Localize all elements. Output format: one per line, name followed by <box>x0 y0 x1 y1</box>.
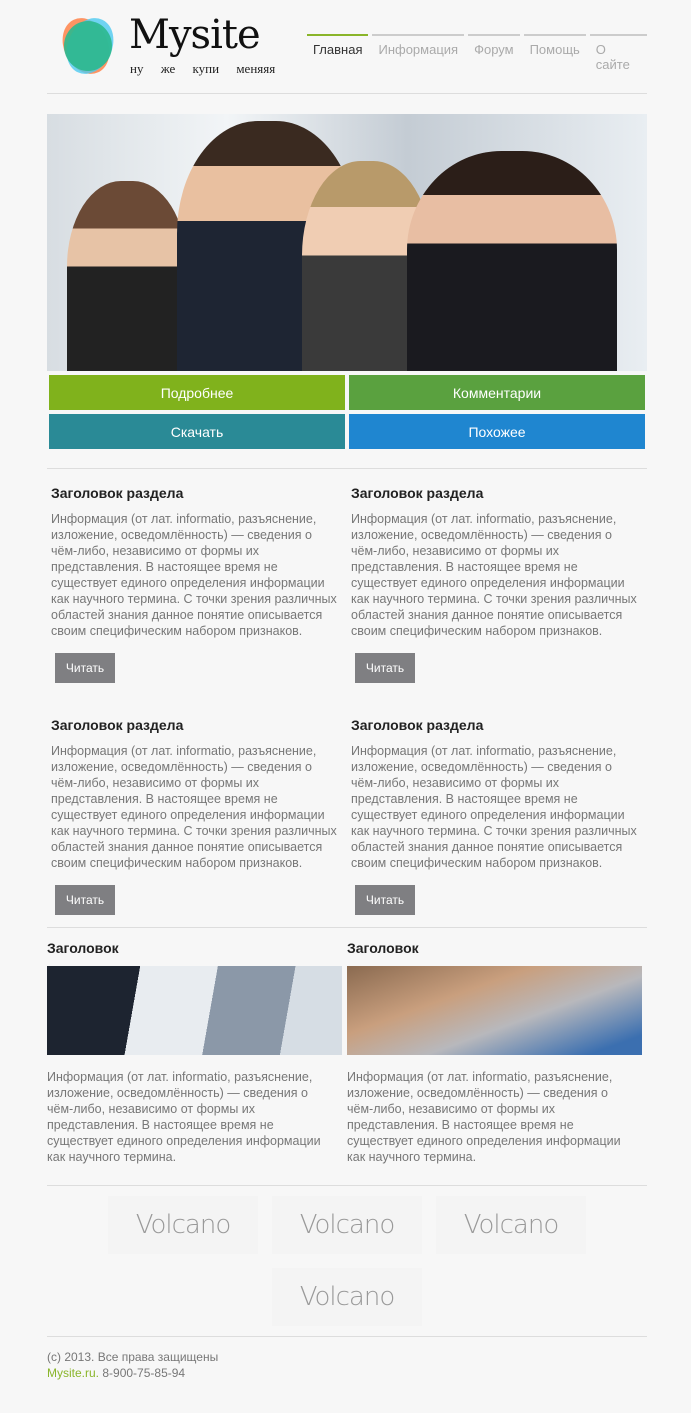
article-title: Заголовок <box>347 940 419 956</box>
section-title: Заголовок раздела <box>351 717 484 733</box>
site-tagline: ну же купи меняяя <box>130 61 276 76</box>
partner-logos <box>47 1186 647 1336</box>
section-card <box>347 701 647 915</box>
section-card <box>47 701 347 915</box>
section-text: Информация (от лат. informatio, разъяснение, изложение, осведомлённость) — сведения о чём-либо, независимо от формы их представления. В настоящее время не существует единого определения информации как научного термина. С точки зрения различных областей знания данное понятие описывается своим специфическим набором признаков. <box>351 512 637 638</box>
nav-help[interactable]: Помощь <box>524 34 586 64</box>
phone: 8-900-75-85-94 <box>102 1366 186 1380</box>
article-text: Информация (от лат. informatio, разъяснение, изложение, осведомлённость) — сведения о чём-либо, независимо от формы их представления. В настоящее время не существует единого определения информации как научного термина. <box>347 1070 621 1164</box>
articles-grid <box>47 928 647 1165</box>
nav-info[interactable]: Информация <box>372 34 464 64</box>
section-title: Заголовок раздела <box>351 485 484 501</box>
article-title: Заголовок <box>47 940 119 956</box>
read-button[interactable]: Читать <box>355 885 415 915</box>
article-image <box>47 966 342 1055</box>
read-button[interactable]: Читать <box>355 653 415 683</box>
more-button[interactable]: Подробнее <box>49 375 345 410</box>
section-text: Информация (от лат. informatio, разъяснение, изложение, осведомлённость) — сведения о чём-либо, независимо от формы их представления. В настоящее время не существует единого определения информации как научного термина. С точки зрения различных областей знания данное понятие описывается своим специфическим набором признаков. <box>351 744 637 870</box>
nav-forum[interactable]: Форум <box>468 34 520 64</box>
similar-button[interactable]: Похожее <box>349 414 645 449</box>
partner-logo[interactable]: Volcano <box>108 1196 258 1254</box>
header <box>47 0 647 94</box>
site-link[interactable]: Mysite.ru. <box>47 1366 100 1380</box>
logo-icon <box>60 15 116 77</box>
section-text: Информация (от лат. informatio, разъяснение, изложение, осведомлённость) — сведения о чём-либо, независимо от формы их представления. В настоящее время не существует единого определения информации как научного термина. С точки зрения различных областей знания данное понятие описывается своим специфическим набором признаков. <box>51 512 337 638</box>
article-text: Информация (от лат. informatio, разъяснение, изложение, осведомлённость) — сведения о чём-либо, независимо от формы их представления. В настоящее время не существует единого определения информации как научного термина. <box>47 1070 321 1164</box>
article-card <box>347 928 647 1165</box>
download-button[interactable]: Скачать <box>49 414 345 449</box>
section-title: Заголовок раздела <box>51 485 184 501</box>
action-buttons <box>49 375 645 449</box>
section-card <box>347 469 647 683</box>
comments-button[interactable]: Комментарии <box>349 375 645 410</box>
read-button[interactable]: Читать <box>55 885 115 915</box>
hero-image <box>47 114 647 371</box>
section-text: Информация (от лат. informatio, разъяснение, изложение, осведомлённость) — сведения о чём-либо, независимо от формы их представления. В настоящее время не существует единого определения информации как научного термина. С точки зрения различных областей знания данное понятие описывается своим специфическим набором признаков. <box>51 744 337 870</box>
partner-logo[interactable]: Volcano <box>272 1196 422 1254</box>
article-card <box>47 928 347 1165</box>
partner-logo[interactable]: Volcano <box>436 1196 586 1254</box>
nav-about[interactable]: О сайте <box>590 34 647 64</box>
copyright: (c) 2013. Все права защищены <box>47 1350 219 1364</box>
main-nav <box>307 34 647 72</box>
read-button[interactable]: Читать <box>55 653 115 683</box>
section-title: Заголовок раздела <box>51 717 184 733</box>
sections-grid <box>47 469 647 915</box>
section-card <box>47 469 347 683</box>
site-title[interactable]: Mysite <box>129 12 260 58</box>
footer <box>47 1337 647 1381</box>
article-image <box>347 966 642 1055</box>
partner-logo[interactable]: Volcano <box>272 1268 422 1326</box>
nav-home[interactable]: Главная <box>307 34 368 64</box>
